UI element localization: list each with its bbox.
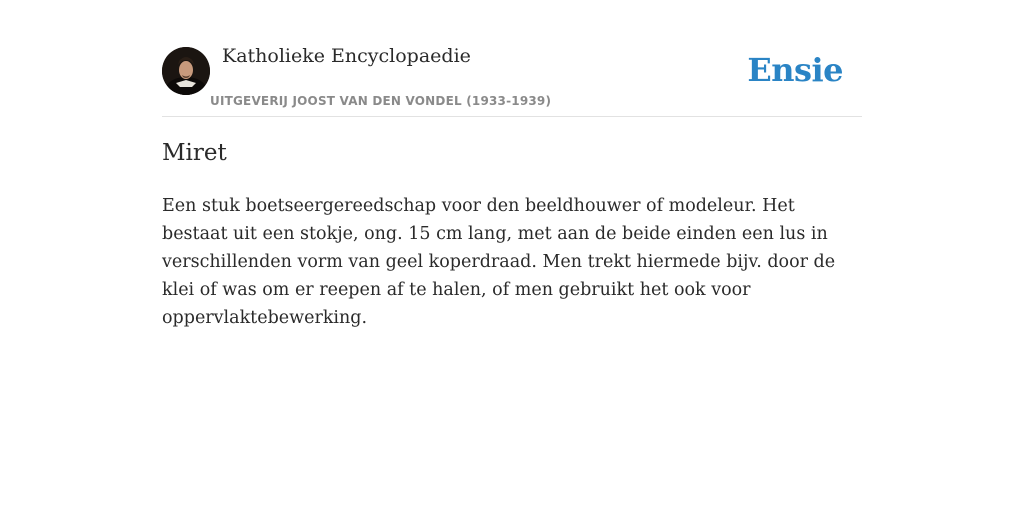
portrait-icon[interactable] xyxy=(162,47,210,95)
site-header xyxy=(162,0,862,117)
publisher-label: UITGEVERIJ JOOST VAN DEN VONDEL (1933-1939) xyxy=(210,94,552,108)
entry-body: Een stuk boetseergereedschap voor den beeldhouwer of modeleur. Het bestaat uit een stokje, ong. 15 cm lang, met aan de beide einden een lus in verschillenden vorm van geel koperdraad. Men trekt hiermede bijv. door de klei of was om er reepen af te halen, of men gebruikt het ook voor oppervlaktebewerking. xyxy=(162,196,836,328)
site-title-link[interactable]: Katholieke Encyclopaedie xyxy=(222,45,471,67)
entry-title: Miret xyxy=(162,140,227,166)
ensie-logo-link[interactable]: Ensie xyxy=(747,51,843,89)
